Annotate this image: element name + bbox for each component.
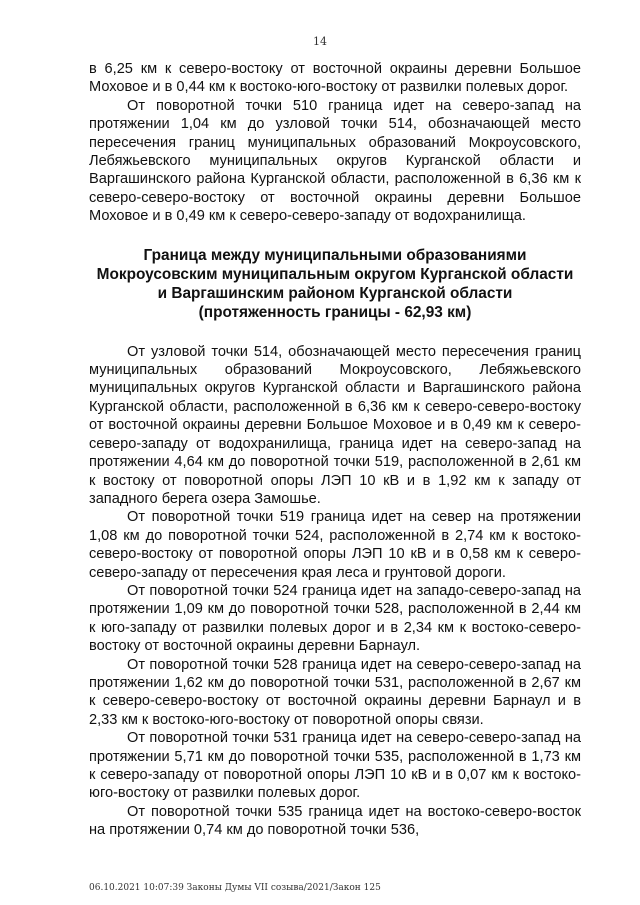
paragraph: От поворотной точки 535 граница идет на востоко-северо-восток на протяжении 0,74 км до поворотной точки 536,: [89, 803, 581, 839]
paragraph: От поворотной точки 528 граница идет на северо-северо-запад на протяжении 1,62 км до поворотной точки 531, расположенной в 2,67 км к северо-северо-востоку от восточной окраины деревни Барнаул и в 2,33 км к востоко-юго-востоку от поворотной опоры связи.: [89, 656, 581, 728]
paragraph: От поворотной точки 510 граница идет на северо-запад на протяжении 1,04 км до узловой точки 514, обозначающей место пересечения границ муниципальных образований Мокроусовского, Лебяжьевского муниципальных округов Курганской области и Варгашинского района Курганской области, расположенной в 6,36 км к северо-северо-востоку от восточной окраины деревни Большое Моховое и в 0,49 км к северо-северо-западу от водохранилища.: [89, 97, 581, 225]
document-body: [89, 60, 581, 840]
paragraph: От поворотной точки 524 граница идет на западо-северо-запад на протяжении 1,09 км до поворотной точки 528, расположенной в 2,44 км к юго-западу от развилки полевых дорог и в 2,34 км к востоко-северо-востоку от восточной окраины деревни Барнаул.: [89, 582, 581, 655]
paragraph: От узловой точки 514, обозначающей место пересечения границ муниципальных образований Мокроусовского, Лебяжьевского муниципальных округов Курганской области и Варгашинского района Курганской области, расположенной в 6,36 км к северо-северо-востоку от восточной окраины деревни Большое Моховое и в 0,49 км к северо-северо-западу от водохранилища, граница идет на северо-запад на протяжении 4,64 км до поворотной точки 519, расположенной в 2,61 км к востоку от поворотной опоры ЛЭП 10 кВ и в 1,92 км к западу от западного берега озера Замошье.: [89, 343, 581, 507]
section-title-line: и Варгашинским районом Курганской области: [157, 284, 513, 302]
paragraph: в 6,25 км к северо-востоку от восточной окраины деревни Большое Моховое и в 0,44 км к востоко-юго-востоку от развилки полевых дорог.: [89, 61, 581, 96]
section-title-line: (протяженность границы - 62,93 км): [198, 303, 472, 321]
section-title-line: Граница между муниципальными образованиями: [143, 246, 527, 264]
paragraph: От поворотной точки 531 граница идет на северо-северо-запад на протяжении 5,71 км до поворотной точки 535, расположенной в 1,73 км к северо-западу от поворотной опоры ЛЭП 10 кВ и в 0,07 км к востоко-юго-востоку от развилки полевых дорог.: [89, 730, 581, 802]
page-number: 14: [313, 35, 327, 48]
paragraph: От поворотной точки 519 граница идет на север на протяжении 1,08 км до поворотной точки 524, расположенной в 2,74 км к востоко-северо-востоку от поворотной опоры ЛЭП 10 кВ и в 0,58 км к северо-северо-западу от пересечения края леса и грунтовой дороги.: [89, 509, 581, 581]
section-title: [89, 246, 581, 322]
footer-stamp: 06.10.2021 10:07:39 Законы Думы VII созыва/2021/Закон 125: [89, 883, 381, 893]
section-title-line: Мокроусовским муниципальным округом Курганской области: [96, 265, 574, 283]
